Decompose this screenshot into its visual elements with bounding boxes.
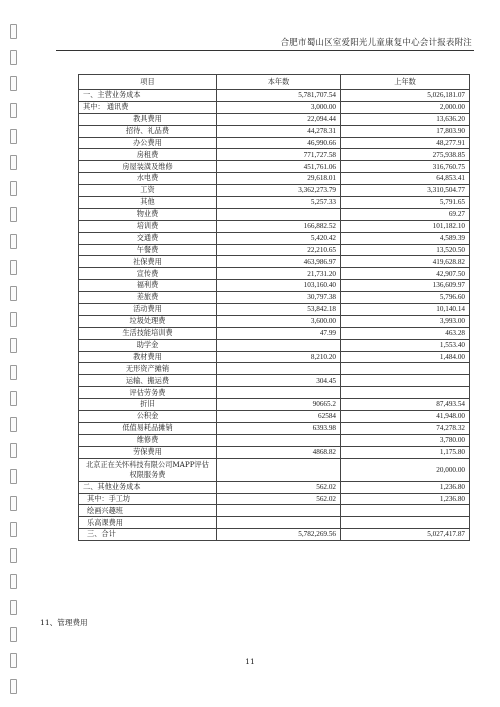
binding-hole bbox=[10, 627, 17, 642]
table-row bbox=[79, 327, 470, 339]
binding-hole bbox=[10, 443, 17, 458]
table-row bbox=[79, 149, 470, 161]
row-item-label: 一、主营业务成本 bbox=[79, 90, 217, 102]
table-row bbox=[79, 315, 470, 327]
column-header-current-year: 本年数 bbox=[217, 75, 341, 90]
row-item-label: 午餐费 bbox=[79, 244, 217, 256]
row-previous-year-value: 87,493.54 bbox=[341, 399, 470, 411]
row-previous-year-value: 42,907.50 bbox=[341, 268, 470, 280]
row-item-label: 房租费 bbox=[79, 149, 217, 161]
row-current-year-value: 47.99 bbox=[217, 327, 341, 339]
row-previous-year-value: 4,589.39 bbox=[341, 232, 470, 244]
table-row bbox=[79, 292, 470, 304]
binding-hole bbox=[10, 496, 17, 511]
row-previous-year-value: 74,278.32 bbox=[341, 422, 470, 434]
row-item-label: 福利费 bbox=[79, 280, 217, 292]
row-previous-year-value: 3,310,504.77 bbox=[341, 185, 470, 197]
row-previous-year-value: 13,520.50 bbox=[341, 244, 470, 256]
row-previous-year-value: 101,182.10 bbox=[341, 220, 470, 232]
binding-hole bbox=[10, 103, 17, 118]
row-previous-year-value: 136,609.97 bbox=[341, 280, 470, 292]
binding-hole bbox=[10, 679, 17, 694]
table-header-row bbox=[79, 75, 470, 90]
row-item-label: 招待、礼品费 bbox=[79, 125, 217, 137]
row-current-year-value: 3,000.00 bbox=[217, 101, 341, 113]
row-previous-year-value: 419,628.82 bbox=[341, 256, 470, 268]
section-title: 11、管理费用 bbox=[40, 618, 88, 627]
row-previous-year-value: 1,236.80 bbox=[341, 481, 470, 493]
row-item-label: 教具费用 bbox=[79, 113, 217, 125]
table-row bbox=[79, 517, 470, 529]
row-item-label: 维修费 bbox=[79, 434, 217, 446]
row-current-year-value: 5,257.33 bbox=[217, 197, 341, 209]
binding-hole bbox=[10, 522, 17, 537]
row-item-label: 低值易耗品摊销 bbox=[79, 422, 217, 434]
table-row bbox=[79, 220, 470, 232]
table-row bbox=[79, 446, 470, 458]
table-row bbox=[79, 244, 470, 256]
binding-hole bbox=[10, 24, 17, 39]
row-item-label: 交通费 bbox=[79, 232, 217, 244]
table-row bbox=[79, 90, 470, 102]
row-item-label: 水电费 bbox=[79, 173, 217, 185]
table-row bbox=[79, 113, 470, 125]
row-previous-year-value bbox=[341, 363, 470, 375]
row-item-label: 培训费 bbox=[79, 220, 217, 232]
row-current-year-value bbox=[217, 458, 341, 481]
row-item-label: 其中： 通讯费 bbox=[79, 101, 217, 113]
row-item-label: 绘画兴趣班 bbox=[79, 505, 217, 517]
table-body bbox=[79, 90, 470, 541]
row-previous-year-value: 5,027,417.87 bbox=[341, 529, 470, 541]
report-header-title: 合肥市蜀山区室爱阳光儿童康复中心会计报表附注 bbox=[280, 38, 472, 48]
row-previous-year-value: 69.27 bbox=[341, 208, 470, 220]
row-item-label: 其他 bbox=[79, 197, 217, 209]
table-row bbox=[79, 256, 470, 268]
row-item-label: 物业费 bbox=[79, 208, 217, 220]
row-previous-year-value: 64,853.41 bbox=[341, 173, 470, 185]
row-previous-year-value: 10,140.14 bbox=[341, 304, 470, 316]
table-row bbox=[79, 173, 470, 185]
row-previous-year-value: 5,791.65 bbox=[341, 197, 470, 209]
page-number: 11 bbox=[245, 657, 255, 666]
table-row bbox=[79, 351, 470, 363]
row-current-year-value: 771,727.58 bbox=[217, 149, 341, 161]
table-row bbox=[79, 411, 470, 423]
row-current-year-value: 30,797.38 bbox=[217, 292, 341, 304]
row-current-year-value: 103,160.40 bbox=[217, 280, 341, 292]
row-current-year-value: 46,990.66 bbox=[217, 137, 341, 149]
row-item-label: 其中：手工坊 bbox=[79, 493, 217, 505]
binding-hole bbox=[10, 50, 17, 65]
binding-hole bbox=[10, 129, 17, 144]
row-current-year-value bbox=[217, 339, 341, 351]
binding-hole bbox=[10, 234, 17, 249]
row-current-year-value bbox=[217, 517, 341, 529]
row-previous-year-value: 1,175.80 bbox=[341, 446, 470, 458]
table-row bbox=[79, 422, 470, 434]
table-row bbox=[79, 101, 470, 113]
table-row bbox=[79, 268, 470, 280]
row-current-year-value: 463,986.97 bbox=[217, 256, 341, 268]
binding-hole bbox=[10, 155, 17, 170]
table-row bbox=[79, 529, 470, 541]
row-current-year-value: 5,782,269.56 bbox=[217, 529, 341, 541]
binding-hole bbox=[10, 207, 17, 222]
row-previous-year-value: 5,796.60 bbox=[341, 292, 470, 304]
table-row bbox=[79, 161, 470, 173]
row-previous-year-value: 13,636.20 bbox=[341, 113, 470, 125]
row-current-year-value: 8,210.20 bbox=[217, 351, 341, 363]
column-header-previous-year: 上年数 bbox=[341, 75, 470, 90]
table-row bbox=[79, 137, 470, 149]
row-item-label: 无形资产摊销 bbox=[79, 363, 217, 375]
binding-margin bbox=[8, 24, 22, 704]
table-row bbox=[79, 363, 470, 375]
row-current-year-value bbox=[217, 387, 341, 399]
row-previous-year-value: 17,803.90 bbox=[341, 125, 470, 137]
row-item-label: 办公费用 bbox=[79, 137, 217, 149]
row-current-year-value: 29,618.01 bbox=[217, 173, 341, 185]
binding-hole bbox=[10, 286, 17, 301]
binding-hole bbox=[10, 312, 17, 327]
row-current-year-value: 62584 bbox=[217, 411, 341, 423]
table-row bbox=[79, 434, 470, 446]
row-current-year-value: 451,761.06 bbox=[217, 161, 341, 173]
row-item-label: 教材费用 bbox=[79, 351, 217, 363]
row-item-label: 劳保费用 bbox=[79, 446, 217, 458]
table-row bbox=[79, 387, 470, 399]
row-item-label: 房屋装潢及维修 bbox=[79, 161, 217, 173]
table-row bbox=[79, 339, 470, 351]
row-current-year-value: 562.02 bbox=[217, 493, 341, 505]
table-row bbox=[79, 208, 470, 220]
binding-hole bbox=[10, 76, 17, 91]
row-current-year-value bbox=[217, 434, 341, 446]
row-item-label: 助学金 bbox=[79, 339, 217, 351]
row-previous-year-value: 48,277.91 bbox=[341, 137, 470, 149]
column-header-item: 项目 bbox=[79, 75, 217, 90]
row-item-label: 社保费用 bbox=[79, 256, 217, 268]
table-row bbox=[79, 493, 470, 505]
row-previous-year-value: 1,236.80 bbox=[341, 493, 470, 505]
row-current-year-value: 3,362,273.79 bbox=[217, 185, 341, 197]
table-row bbox=[79, 280, 470, 292]
row-previous-year-value: 316,760.75 bbox=[341, 161, 470, 173]
row-current-year-value: 22,094.44 bbox=[217, 113, 341, 125]
row-previous-year-value: 41,948.00 bbox=[341, 411, 470, 423]
cost-table bbox=[78, 74, 470, 541]
row-current-year-value: 304.45 bbox=[217, 375, 341, 387]
row-current-year-value: 5,420.42 bbox=[217, 232, 341, 244]
row-item-label: 乐高课费用 bbox=[79, 517, 217, 529]
row-current-year-value: 90665.2 bbox=[217, 399, 341, 411]
row-current-year-value bbox=[217, 363, 341, 375]
row-item-label: 评估劳务费 bbox=[79, 387, 217, 399]
row-previous-year-value: 2,000.00 bbox=[341, 101, 470, 113]
binding-hole bbox=[10, 260, 17, 275]
row-current-year-value bbox=[217, 505, 341, 517]
row-previous-year-value: 3,780.00 bbox=[341, 434, 470, 446]
row-current-year-value: 6393.98 bbox=[217, 422, 341, 434]
row-previous-year-value bbox=[341, 505, 470, 517]
binding-hole bbox=[10, 548, 17, 563]
row-previous-year-value bbox=[341, 387, 470, 399]
row-item-label: 运输、搬运费 bbox=[79, 375, 217, 387]
row-item-label: 宣传费 bbox=[79, 268, 217, 280]
row-item-label: 北京正在关怀科技有限公司MAPP评估权限服务费 bbox=[79, 458, 217, 481]
header-divider bbox=[56, 50, 474, 51]
row-item-label: 折旧 bbox=[79, 399, 217, 411]
row-item-label: 生活技能培训费 bbox=[79, 327, 217, 339]
binding-hole bbox=[10, 574, 17, 589]
row-current-year-value: 21,731.20 bbox=[217, 268, 341, 280]
row-item-label: 三、合计 bbox=[79, 529, 217, 541]
row-previous-year-value: 275,938.85 bbox=[341, 149, 470, 161]
row-current-year-value: 5,781,707.54 bbox=[217, 90, 341, 102]
row-previous-year-value: 20,000.00 bbox=[341, 458, 470, 481]
row-previous-year-value: 463.28 bbox=[341, 327, 470, 339]
row-item-label: 公积金 bbox=[79, 411, 217, 423]
row-previous-year-value: 5,026,181.07 bbox=[341, 90, 470, 102]
row-current-year-value: 3,600.00 bbox=[217, 315, 341, 327]
table-row bbox=[79, 197, 470, 209]
table-row bbox=[79, 505, 470, 517]
row-current-year-value: 166,882.52 bbox=[217, 220, 341, 232]
row-item-label: 活动费用 bbox=[79, 304, 217, 316]
binding-hole bbox=[10, 365, 17, 380]
row-previous-year-value: 3,993.00 bbox=[341, 315, 470, 327]
table-row bbox=[79, 481, 470, 493]
row-current-year-value: 22,210.65 bbox=[217, 244, 341, 256]
binding-hole bbox=[10, 600, 17, 615]
table-row bbox=[79, 125, 470, 137]
row-previous-year-value: 1,553.40 bbox=[341, 339, 470, 351]
row-item-label: 二、其他业务成本 bbox=[79, 481, 217, 493]
row-previous-year-value bbox=[341, 517, 470, 529]
table-row bbox=[79, 399, 470, 411]
binding-hole bbox=[10, 469, 17, 484]
row-previous-year-value bbox=[341, 375, 470, 387]
binding-hole bbox=[10, 338, 17, 353]
row-current-year-value: 4868.82 bbox=[217, 446, 341, 458]
table-row bbox=[79, 458, 470, 481]
binding-hole bbox=[10, 181, 17, 196]
table-row bbox=[79, 304, 470, 316]
row-item-label: 差旅费 bbox=[79, 292, 217, 304]
table-row bbox=[79, 375, 470, 387]
row-current-year-value: 53,842.18 bbox=[217, 304, 341, 316]
table-row bbox=[79, 232, 470, 244]
table-row bbox=[79, 185, 470, 197]
row-current-year-value: 44,278.31 bbox=[217, 125, 341, 137]
row-item-label: 工资 bbox=[79, 185, 217, 197]
row-previous-year-value: 1,484.00 bbox=[341, 351, 470, 363]
binding-hole bbox=[10, 417, 17, 432]
row-current-year-value: 562.02 bbox=[217, 481, 341, 493]
binding-hole bbox=[10, 391, 17, 406]
row-current-year-value bbox=[217, 208, 341, 220]
row-item-label: 垃圾处理费 bbox=[79, 315, 217, 327]
